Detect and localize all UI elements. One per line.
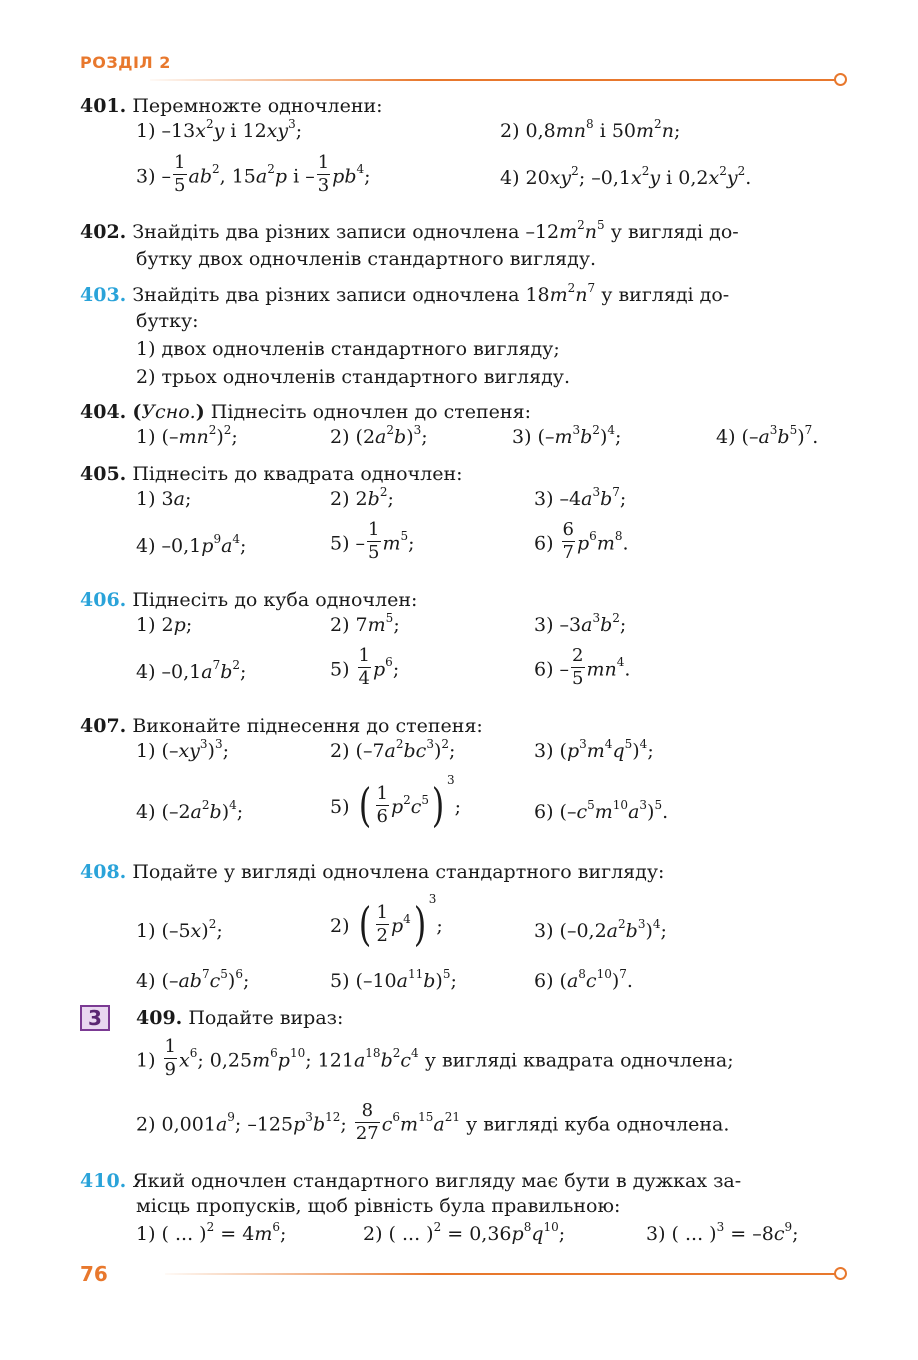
item-410-1: 1) ( ... )$^2 = 4m^6$; [136,1219,287,1245]
exercise-number: 404. [80,401,127,423]
exercise-403: 403. Знайдіть два різних записи одночлена $18m^2n^7$ у вигляді до- [80,280,730,306]
item-406-5: 5) $\frac{1}{4}$ $p^6$; [330,645,400,689]
item-404-1: 1) $(-mn^2)^2$; [136,422,238,448]
exercise-410: 410. Який одночлен стандартного вигляду має бути в дужках за- [80,1170,742,1192]
section-label: РОЗДІЛ 2 [80,53,171,72]
item-409-1: 1) $\frac{1}{9}$ $x^6$; $0,25m^6p^{10}$; $121a^{18}b^2c^4$ у вигляді квадрата одночлена; [136,1036,734,1080]
item-405-6: 6) $\frac{6}{7}$ $p^6m^8$. [534,519,629,563]
header-rule-end [834,73,847,86]
item-410-2: 2) ( ... )$^2 = 0,36p^8q^{10}$; [363,1219,566,1245]
item-407-6: 6) $(-c^5m^{10}a^3)^5$. [534,797,669,823]
exercise-number: 408. [80,861,127,883]
item-406-4: 4) $-0,1a^7b^2$; [136,657,247,683]
level-badge: 3 [80,1005,110,1031]
exercise-number: 403. [80,284,127,306]
exercise-403-line2: бутку: [136,310,199,332]
exercise-402: 402. Знайдіть два різних записи одночлена $-12m^2n^5$ у вигляді до- [80,217,739,243]
item-404-4: 4) $(-a^3b^5)^7$. [716,422,819,448]
item-405-4: 4) $-0,1p^9a^4$; [136,531,247,557]
item-401-2: 2) $0,8mn^8$ і $50m^2n$; [500,116,681,142]
exercise-410-line2: місць пропусків, щоб рівність була правильною: [136,1195,621,1217]
exercise-406: 406. Піднесіть до куба одночлен: [80,589,418,611]
exercise-404: 404. (Усно.) Піднесіть одночлен до степеня: [80,401,531,423]
item-405-5: 5) – $\frac{1}{5}$ $m^5$; [330,519,415,563]
item-401-4: 4) $20xy^2$; $-0,1x^2y$ і $0,2x^2y^2$. [500,163,752,189]
item-406-6: 6) – $\frac{2}{5}$ $mn^4$. [534,645,631,689]
item-408-4: 4) $(-ab^7c^5)^6$; [136,966,250,992]
item-409-2: 2) $0,001a^9$; $-125p^3b^{12}$; $\frac{8}{27}$ $c^6m^{15}a^{21}$ у вигляді куба одночлена. [136,1100,730,1144]
item-408-3: 3) $(-0,2a^2b^3)^4$; [534,916,667,942]
item-401-3: 3) – $\frac{1}{5}$ $ab^2$, $15a^2p$ і – $\frac{1}{3}$ $pb^4$; [136,152,371,196]
exercise-number: 410. [80,1170,127,1192]
item-408-5: 5) $(-10a^{11}b)^5$; [330,966,457,992]
exercise-401 [80,92,850,120]
item-407-1: 1) $(-xy^3)^3$; [136,736,230,762]
item-408-6: 6) $(a^8c^{10})^7$. [534,966,633,992]
item-408-2: 2) ( $\frac{1}{2}$ $p^4$) $^3$; [330,891,443,951]
exercise-402-line2: бутку двох одночленів стандартного вигляду. [136,248,597,270]
exercise-number: 407. [80,715,127,737]
item-407-5: 5) ( $\frac{1}{6}$ $p^2c^5$) $^3$; [330,772,462,832]
exercise-409: 409. Подайте вираз: [136,1007,344,1029]
item-401-1: 1) $-13x^2y$ і $12xy^3$; [136,116,303,142]
item-407-4: 4) $(-2a^2b)^4$; [136,797,244,823]
page-number: 76 [80,1262,108,1286]
item-404-2: 2) $(2a^2b)^3$; [330,422,428,448]
exercise-405: 405. Піднесіть до квадрата одночлен: [80,463,463,485]
header-rule [150,79,836,81]
exercise-text: Перемножте одночлени: [132,95,383,117]
footer-rule-end [834,1267,847,1280]
exercise-number: 401. [80,95,127,117]
item-407-2: 2) $(-7a^2bc^3)^2$; [330,736,456,762]
item-405-3: 3) $-4a^3b^7$; [534,484,627,510]
exercise-407: 407. Виконайте піднесення до степеня: [80,715,483,737]
item-406-3: 3) $-3a^3b^2$; [534,610,627,636]
item-405-1: 1) 3a; [136,488,192,510]
exercise-number: 406. [80,589,127,611]
exercise-number: 402. [80,221,127,243]
exercise-number: 405. [80,463,127,485]
exercise-number: 409. [136,1007,183,1029]
exercise-408: 408. Подайте у вигляді одночлена стандартного вигляду: [80,861,665,883]
item-404-3: 3) $(-m^3b^2)^4$; [512,422,622,448]
footer-rule [165,1273,836,1275]
item-403-2: 2) трьох одночленів стандартного вигляду. [136,366,571,388]
item-406-2: 2) $7m^5$; [330,610,400,636]
item-406-1: 1) 2p; [136,614,193,636]
item-407-3: 3) $(p^3m^4q^5)^4$; [534,736,654,762]
item-403-1: 1) двох одночленів стандартного вигляду; [136,338,560,360]
item-405-2: 2) $2b^2$; [330,484,394,510]
item-408-1: 1) $(-5x)^2$; [136,916,223,942]
item-410-3: 3) ( ... )$^3 = -8c^9$; [646,1219,799,1245]
